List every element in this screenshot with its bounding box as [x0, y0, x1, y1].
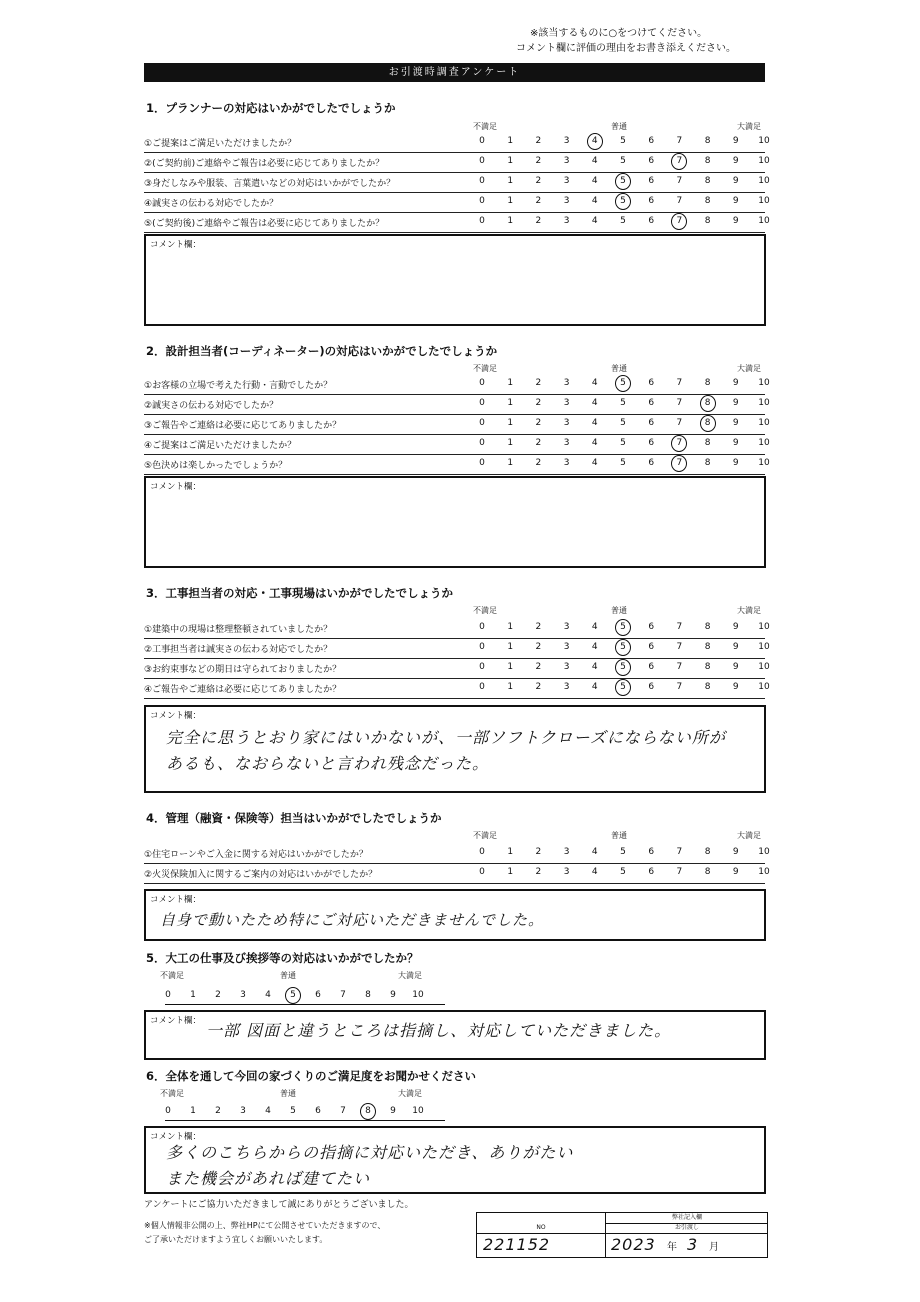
section-5-rating-option[interactable]: 3 — [240, 990, 246, 1000]
rating-option[interactable]: 3 — [563, 847, 570, 857]
section-3-title: 3．工事担当者の対応・工事現場はいかがでしたでしょうか — [146, 586, 453, 600]
month-unit: 月 — [709, 1242, 719, 1253]
question-row — [144, 658, 770, 679]
rating-option[interactable]: 8 — [704, 622, 711, 632]
rating-option[interactable]: 3 — [563, 662, 570, 672]
section-4-comment-box[interactable] — [144, 889, 766, 941]
section-5-comment-box[interactable] — [144, 1010, 766, 1060]
question-row — [144, 212, 770, 233]
scale-mid-label: 普通 — [611, 122, 627, 131]
rating-option[interactable]: 1 — [507, 662, 514, 672]
rating-option[interactable]: 9 — [732, 847, 739, 857]
rating-option[interactable]: 3 — [563, 438, 570, 448]
section-6-rating-option[interactable]: 0 — [165, 1106, 171, 1116]
question-text: ⑤(ご契約後)ご連絡やご報告は必要に応じてありましたか？ — [144, 219, 385, 229]
scale-low-label: 不満足 — [160, 1089, 184, 1098]
survey-title-bar: お引渡時調査アンケート — [144, 63, 765, 82]
section-1-comment-box[interactable] — [144, 234, 766, 326]
rating-option[interactable]: 3 — [563, 458, 570, 468]
question-text: ②工事担当者は誠実さの伝わる対応でしたか？ — [144, 645, 333, 655]
rating-option[interactable]: 5 — [620, 458, 626, 468]
rating-option[interactable]: 2 — [535, 642, 542, 652]
scale-mid-label: 普通 — [611, 831, 627, 840]
rating-option[interactable]: 1 — [507, 867, 514, 877]
rating-option[interactable]: 4 — [591, 662, 598, 672]
rating-selected[interactable]: 8 — [700, 398, 716, 408]
rating-option[interactable]: 3 — [563, 867, 570, 877]
rating-option[interactable]: 8 — [704, 196, 711, 206]
scale-mid-label: 普通 — [611, 606, 627, 615]
rating-option[interactable]: 10 — [758, 847, 770, 857]
rating-option[interactable]: 6 — [648, 642, 655, 652]
rating-option[interactable]: 2 — [535, 847, 542, 857]
handwritten-comment: 完全に思うとおり家にはいかないが、一部ソフトクローズにならない所が — [166, 728, 726, 747]
handwritten-comment: 多くのこちらからの指摘に対応いただき、ありがたい — [166, 1143, 574, 1162]
rating-option[interactable]: 3 — [563, 176, 570, 186]
rating-option[interactable]: 8 — [704, 216, 711, 226]
rating-option[interactable]: 0 — [479, 196, 485, 206]
rating-option[interactable]: 9 — [732, 622, 739, 632]
rating-option[interactable]: 6 — [648, 418, 655, 428]
scale-high-label: 大満足 — [398, 971, 422, 980]
rating-option[interactable]: 8 — [704, 458, 711, 468]
rating-option[interactable]: 8 — [704, 642, 711, 652]
question-text: ④ご報告やご連絡は必要に応じてありましたか？ — [144, 685, 342, 695]
scale-low-label: 不満足 — [160, 971, 184, 980]
question-text: ①お客様の立場で考えた行動・言動でしたか？ — [144, 381, 333, 391]
rating-option[interactable]: 10 — [758, 642, 770, 652]
question-text: ②誠実さの伝わる対応でしたか？ — [144, 401, 279, 411]
rating-option[interactable]: 0 — [479, 682, 485, 692]
rating-option[interactable]: 10 — [758, 378, 770, 388]
rating-option[interactable]: 0 — [479, 622, 485, 632]
handwritten-comment: あるも、なおらないと言われ残念だった。 — [166, 754, 490, 773]
rating-selected[interactable]: 5 — [615, 196, 631, 206]
rating-option[interactable]: 3 — [563, 216, 570, 226]
section-5-rating-option[interactable]: 4 — [265, 990, 271, 1000]
rating-option[interactable]: 6 — [648, 176, 655, 186]
scale-low-label: 不満足 — [473, 364, 497, 373]
rating-option[interactable]: 8 — [704, 176, 711, 186]
rating-option[interactable]: 6 — [648, 196, 655, 206]
question-row — [144, 454, 770, 475]
section-5-rating-option[interactable]: 7 — [340, 990, 346, 1000]
rating-option[interactable]: 10 — [758, 156, 770, 166]
question-row — [144, 638, 770, 659]
rating-option[interactable]: 9 — [732, 136, 739, 146]
rating-option[interactable]: 9 — [732, 662, 739, 672]
rating-option[interactable]: 7 — [676, 378, 683, 388]
rating-option[interactable]: 3 — [563, 196, 570, 206]
question-text: ③お約束事などの期日は守られておりましたか？ — [144, 665, 342, 675]
rating-option[interactable]: 7 — [676, 136, 683, 146]
rating-option[interactable]: 1 — [507, 847, 514, 857]
rating-option[interactable]: 2 — [535, 867, 542, 877]
question-text: ①住宅ローンやご入金に関する対応はいかがでしたか？ — [144, 850, 368, 860]
rating-option[interactable]: 10 — [758, 176, 770, 186]
comment-label: コメント欄： — [150, 1132, 202, 1142]
rating-option[interactable]: 1 — [507, 398, 514, 408]
section-6-rating-option[interactable]: 6 — [315, 1106, 321, 1116]
section-6-rating-selected[interactable]: 8 — [360, 1106, 376, 1116]
rating-option[interactable]: 4 — [591, 418, 598, 428]
question-text: ④誠実さの伝わる対応でしたか？ — [144, 199, 279, 209]
rating-selected[interactable]: 7 — [671, 216, 687, 226]
section-1-title: 1．プランナーの対応はいかがでしたでしょうか — [146, 101, 396, 115]
scale-mid-label: 普通 — [280, 971, 296, 980]
rating-option[interactable]: 9 — [732, 398, 739, 408]
rating-option[interactable]: 1 — [507, 216, 514, 226]
rating-option[interactable]: 9 — [732, 458, 739, 468]
rating-option[interactable]: 0 — [479, 136, 485, 146]
question-row — [144, 192, 770, 213]
rating-option[interactable]: 9 — [732, 438, 739, 448]
rating-option[interactable]: 0 — [479, 458, 485, 468]
section-5-rating-option[interactable]: 0 — [165, 990, 171, 1000]
handover-year: 2023 — [611, 1235, 656, 1254]
rating-option[interactable]: 7 — [676, 398, 683, 408]
rating-option[interactable]: 1 — [507, 438, 514, 448]
rating-option[interactable]: 7 — [676, 176, 683, 186]
rating-option[interactable]: 2 — [535, 216, 542, 226]
section-5-rating-selected[interactable]: 5 — [285, 990, 301, 1000]
comment-label: コメント欄： — [150, 240, 202, 250]
handover-month: 3 — [687, 1235, 699, 1254]
rating-option[interactable]: 4 — [591, 398, 598, 408]
rating-option[interactable]: 6 — [648, 662, 655, 672]
rating-option[interactable]: 10 — [758, 867, 770, 877]
scale-high-label: 大満足 — [398, 1089, 422, 1098]
rating-option[interactable]: 7 — [676, 867, 683, 877]
comment-label: コメント欄： — [150, 711, 202, 721]
rating-selected[interactable]: 5 — [615, 682, 631, 692]
rating-option[interactable]: 4 — [591, 216, 598, 226]
rating-option[interactable]: 7 — [676, 642, 683, 652]
rating-option[interactable]: 5 — [620, 156, 626, 166]
rating-option[interactable]: 4 — [591, 378, 598, 388]
rating-option[interactable]: 6 — [648, 438, 655, 448]
rating-option[interactable]: 9 — [732, 176, 739, 186]
rating-option[interactable]: 6 — [648, 682, 655, 692]
privacy-note: ※個人情報非公開の上、弊社HPにて公開させていただきますので、 — [144, 1221, 386, 1230]
scale-mid-label: 普通 — [611, 364, 627, 373]
rating-option[interactable]: 3 — [563, 682, 570, 692]
rating-option[interactable]: 1 — [507, 176, 514, 186]
office-use-box — [476, 1212, 768, 1258]
rating-option[interactable]: 9 — [732, 867, 739, 877]
stamp-header: 弊社記入欄 — [605, 1213, 768, 1224]
rating-selected[interactable]: 5 — [615, 662, 631, 672]
section-5-scale-line — [165, 1004, 445, 1005]
section-3-comment-box[interactable] — [144, 705, 766, 793]
section-5-rating-option[interactable]: 1 — [190, 990, 196, 1000]
question-row — [144, 414, 770, 435]
rating-option[interactable]: 2 — [535, 398, 542, 408]
section-6-rating-option[interactable]: 2 — [215, 1106, 221, 1116]
section-6-scale-line — [165, 1120, 445, 1121]
rating-option[interactable]: 10 — [758, 682, 770, 692]
rating-option[interactable]: 7 — [676, 418, 683, 428]
rating-option[interactable]: 2 — [535, 176, 542, 186]
section-6-title: 6．全体を通して今回の家づくりのご満足度をお聞かせください — [146, 1069, 476, 1083]
rating-option[interactable]: 9 — [732, 378, 739, 388]
rating-option[interactable]: 0 — [479, 176, 485, 186]
section-2-comment-box[interactable] — [144, 476, 766, 568]
rating-selected[interactable]: 5 — [615, 176, 631, 186]
rating-option[interactable]: 5 — [620, 216, 626, 226]
instruction-note: ※該当するものに○をつけてください。 — [530, 28, 708, 39]
rating-selected[interactable]: 4 — [587, 136, 603, 146]
rating-selected[interactable]: 5 — [615, 378, 631, 388]
rating-option[interactable]: 4 — [591, 847, 598, 857]
rating-option[interactable]: 7 — [676, 196, 683, 206]
question-text: ④ご提案はご満足いただけましたか？ — [144, 441, 297, 451]
rating-option[interactable]: 10 — [758, 622, 770, 632]
comment-label: コメント欄： — [150, 1016, 202, 1026]
rating-option[interactable]: 8 — [704, 867, 711, 877]
rating-option[interactable]: 2 — [535, 438, 542, 448]
rating-option[interactable]: 1 — [507, 378, 514, 388]
rating-option[interactable]: 3 — [563, 156, 570, 166]
rating-option[interactable]: 9 — [732, 196, 739, 206]
date-label: お引渡し — [605, 1223, 768, 1234]
rating-option[interactable]: 7 — [676, 847, 683, 857]
rating-option[interactable]: 0 — [479, 418, 485, 428]
rating-option[interactable]: 2 — [535, 136, 542, 146]
rating-option[interactable]: 4 — [591, 196, 598, 206]
rating-option[interactable]: 5 — [620, 438, 626, 448]
question-text: ①ご提案はご満足いただけましたか？ — [144, 139, 297, 149]
rating-option[interactable]: 2 — [535, 378, 542, 388]
rating-option[interactable]: 10 — [758, 398, 770, 408]
rating-option[interactable]: 4 — [591, 438, 598, 448]
rating-option[interactable]: 3 — [563, 378, 570, 388]
question-row — [144, 618, 770, 639]
rating-option[interactable]: 2 — [535, 622, 542, 632]
rating-option[interactable]: 0 — [479, 662, 485, 672]
survey-number: 221152 — [483, 1235, 551, 1254]
question-row — [144, 678, 770, 699]
rating-option[interactable]: 6 — [648, 622, 655, 632]
rating-option[interactable]: 2 — [535, 418, 542, 428]
scale-high-label: 大満足 — [737, 122, 761, 131]
question-text: ③身だしなみや服装、言葉遣いなどの対応はいかがでしたか？ — [144, 179, 396, 189]
scale-mid-label: 普通 — [280, 1089, 296, 1098]
rating-option[interactable]: 8 — [704, 156, 711, 166]
rating-option[interactable]: 4 — [591, 156, 598, 166]
section-6-rating-option[interactable]: 3 — [240, 1106, 246, 1116]
rating-selected[interactable]: 7 — [671, 438, 687, 448]
section-6-rating-option[interactable]: 9 — [390, 1106, 396, 1116]
scale-high-label: 大満足 — [737, 831, 761, 840]
rating-option[interactable]: 4 — [591, 458, 598, 468]
question-text: ②火災保険加入に関するご案内の対応はいかがでしたか？ — [144, 870, 378, 880]
rating-option[interactable]: 5 — [620, 136, 626, 146]
rating-option[interactable]: 5 — [620, 847, 626, 857]
question-row — [144, 132, 770, 153]
rating-option[interactable]: 0 — [479, 378, 485, 388]
rating-option[interactable]: 0 — [479, 216, 485, 226]
handwritten-comment: 自身で動いたため特にご対応いただきませんでした。 — [160, 911, 545, 929]
rating-option[interactable]: 0 — [479, 398, 485, 408]
rating-option[interactable]: 0 — [479, 156, 485, 166]
section-5-rating-option[interactable]: 2 — [215, 990, 221, 1000]
rating-selected[interactable]: 7 — [671, 458, 687, 468]
rating-selected[interactable]: 5 — [615, 642, 631, 652]
question-row — [144, 843, 770, 864]
rating-option[interactable]: 3 — [563, 622, 570, 632]
rating-option[interactable]: 0 — [479, 642, 485, 652]
rating-option[interactable]: 9 — [732, 418, 739, 428]
section-6-comment-box[interactable] — [144, 1126, 766, 1194]
rating-option[interactable]: 6 — [648, 867, 655, 877]
rating-option[interactable]: 3 — [563, 418, 570, 428]
comment-label: コメント欄： — [150, 482, 202, 492]
handwritten-comment: また機会があれば建てたい — [166, 1169, 371, 1188]
rating-option[interactable]: 10 — [758, 438, 770, 448]
rating-option[interactable]: 10 — [758, 196, 770, 206]
section-5-rating-option[interactable]: 10 — [412, 990, 424, 1000]
rating-option[interactable]: 6 — [648, 847, 655, 857]
rating-option[interactable]: 3 — [563, 642, 570, 652]
question-row — [144, 152, 770, 173]
question-row — [144, 394, 770, 415]
rating-option[interactable]: 1 — [507, 682, 514, 692]
rating-option[interactable]: 7 — [676, 662, 683, 672]
scale-high-label: 大満足 — [737, 364, 761, 373]
rating-option[interactable]: 6 — [648, 458, 655, 468]
rating-option[interactable]: 6 — [648, 398, 655, 408]
rating-option[interactable]: 0 — [479, 438, 485, 448]
section-6-rating-option[interactable]: 7 — [340, 1106, 346, 1116]
question-row — [144, 863, 770, 884]
question-text: ⑤色決めは楽しかったでしょうか？ — [144, 461, 288, 471]
rating-option[interactable]: 5 — [620, 418, 626, 428]
section-6-rating-option[interactable]: 10 — [412, 1106, 424, 1116]
rating-option[interactable]: 7 — [676, 622, 683, 632]
rating-option[interactable]: 1 — [507, 642, 514, 652]
section-2-title: 2．設計担当者(コーディネーター)の対応はいかがでしたでしょうか — [146, 344, 498, 358]
rating-option[interactable]: 10 — [758, 216, 770, 226]
rating-option[interactable]: 6 — [648, 216, 655, 226]
rating-option[interactable]: 10 — [758, 136, 770, 146]
section-5-rating-option[interactable]: 6 — [315, 990, 321, 1000]
rating-option[interactable]: 5 — [620, 398, 626, 408]
rating-option[interactable]: 2 — [535, 458, 542, 468]
rating-selected[interactable]: 5 — [615, 622, 631, 632]
instruction-note-2: コメント欄に評価の理由をお書き添えください。 — [516, 43, 736, 54]
rating-option[interactable]: 1 — [507, 156, 514, 166]
rating-option[interactable]: 1 — [507, 196, 514, 206]
rating-option[interactable]: 2 — [535, 662, 542, 672]
rating-option[interactable]: 10 — [758, 418, 770, 428]
rating-option[interactable]: 0 — [479, 867, 485, 877]
rating-option[interactable]: 5 — [620, 867, 626, 877]
rating-option[interactable]: 9 — [732, 642, 739, 652]
rating-option[interactable]: 1 — [507, 458, 514, 468]
rating-option[interactable]: 8 — [704, 378, 711, 388]
scale-low-label: 不満足 — [473, 122, 497, 131]
rating-option[interactable]: 2 — [535, 196, 542, 206]
question-row — [144, 172, 770, 193]
rating-option[interactable]: 2 — [535, 156, 542, 166]
rating-option[interactable]: 4 — [591, 176, 598, 186]
section-6-rating-option[interactable]: 4 — [265, 1106, 271, 1116]
question-text: ③ご報告やご連絡は必要に応じてありましたか？ — [144, 421, 342, 431]
scale-low-label: 不満足 — [473, 831, 497, 840]
rating-option[interactable]: 4 — [591, 867, 598, 877]
rating-option[interactable]: 3 — [563, 398, 570, 408]
rating-option[interactable]: 0 — [479, 847, 485, 857]
rating-option[interactable]: 8 — [704, 847, 711, 857]
question-text: ②(ご契約前)ご連絡やご報告は必要に応じてありましたか？ — [144, 159, 385, 169]
rating-option[interactable]: 8 — [704, 662, 711, 672]
rating-option[interactable]: 9 — [732, 216, 739, 226]
rating-option[interactable]: 6 — [648, 136, 655, 146]
rating-option[interactable]: 10 — [758, 458, 770, 468]
rating-option[interactable]: 3 — [563, 136, 570, 146]
rating-option[interactable]: 1 — [507, 136, 514, 146]
rating-option[interactable]: 1 — [507, 622, 514, 632]
no-label: NO — [477, 1223, 605, 1234]
rating-option[interactable]: 4 — [591, 622, 598, 632]
thanks-text: アンケートにご協力いただきまして誠にありがとうございました。 — [144, 1200, 414, 1210]
question-row — [144, 374, 770, 395]
rating-option[interactable]: 1 — [507, 418, 514, 428]
scale-high-label: 大満足 — [737, 606, 761, 615]
section-5-title: 5．大工の仕事及び挨拶等の対応はいかがでしたか？ — [146, 951, 419, 965]
handwritten-comment: 一部 図面と違うところは指摘し、対応していただきました。 — [206, 1021, 672, 1040]
question-text: ①建築中の現場は整理整頓されていましたか？ — [144, 625, 333, 635]
rating-option[interactable]: 4 — [591, 642, 598, 652]
rating-selected[interactable]: 7 — [671, 156, 687, 166]
rating-option[interactable]: 8 — [704, 136, 711, 146]
rating-option[interactable]: 2 — [535, 682, 542, 692]
rating-option[interactable]: 6 — [648, 156, 655, 166]
rating-option[interactable]: 7 — [676, 682, 683, 692]
section-6-rating-option[interactable]: 5 — [290, 1106, 296, 1116]
rating-option[interactable]: 9 — [732, 682, 739, 692]
section-5-rating-option[interactable]: 8 — [365, 990, 371, 1000]
rating-option[interactable]: 9 — [732, 156, 739, 166]
section-5-rating-option[interactable]: 9 — [390, 990, 396, 1000]
rating-selected[interactable]: 8 — [700, 418, 716, 428]
rating-option[interactable]: 8 — [704, 682, 711, 692]
rating-option[interactable]: 4 — [591, 682, 598, 692]
rating-option[interactable]: 8 — [704, 438, 711, 448]
rating-option[interactable]: 6 — [648, 378, 655, 388]
comment-label: コメント欄： — [150, 895, 202, 905]
year-unit: 年 — [667, 1242, 677, 1253]
section-6-rating-option[interactable]: 1 — [190, 1106, 196, 1116]
privacy-note-2: ご了承いただけますよう宜しくお願いいたします。 — [144, 1235, 328, 1244]
rating-option[interactable]: 10 — [758, 662, 770, 672]
scale-low-label: 不満足 — [473, 606, 497, 615]
question-row — [144, 434, 770, 455]
section-4-title: 4．管理（融資・保険等）担当はいかがでしたでしょうか — [146, 811, 442, 825]
